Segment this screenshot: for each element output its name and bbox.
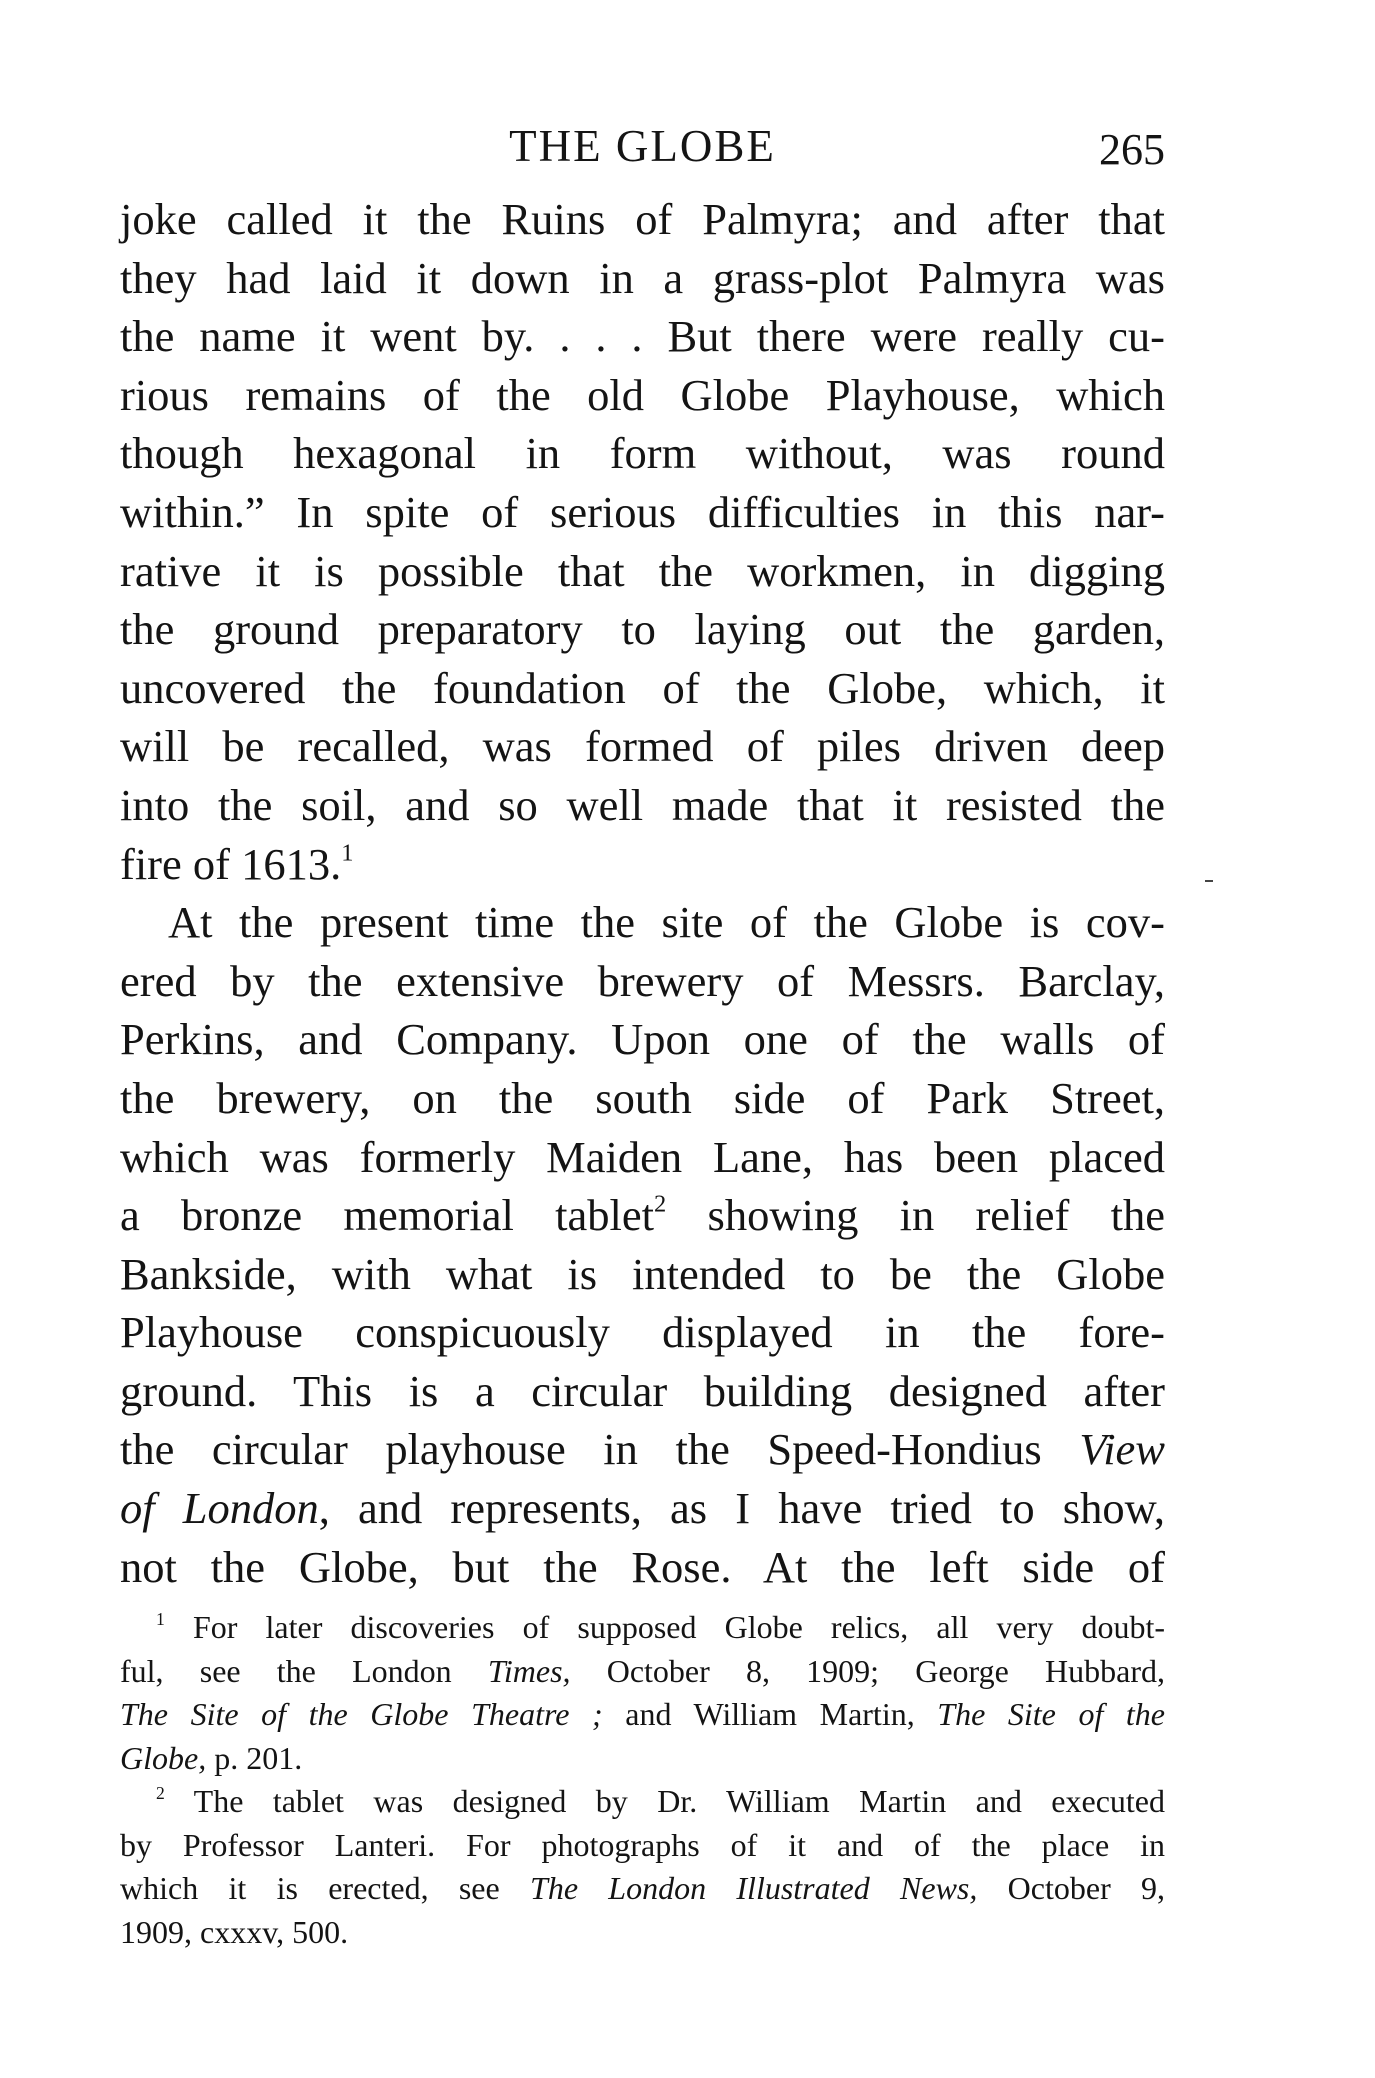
text-line: At the present time the site of the Globe is cov- <box>168 897 1165 948</box>
paragraph-1 <box>120 190 1165 893</box>
footnote-line <box>120 1693 1165 1737</box>
text-fragment: October 9, <box>977 1870 1166 1907</box>
text-line: will be recalled, was formed of piles driven deep <box>120 721 1165 772</box>
text-line: joke called it the Ruins of Palmyra; and after that <box>120 194 1165 244</box>
text-fragment: and William Martin, <box>602 1696 938 1733</box>
text-line: Bankside, with what is intended to be the Globe <box>120 1248 1165 1299</box>
text-line: ground. This is a circular building designed after <box>120 1365 1165 1416</box>
footnote-line <box>120 1867 1165 1911</box>
book-page <box>120 118 1165 1954</box>
text-line: the ground preparatory to laying out the garden, <box>120 604 1165 655</box>
text-line <box>120 1186 1165 1245</box>
text-line <box>120 1479 1165 1538</box>
text-line <box>120 1420 1165 1479</box>
text-fragment: , and represents, as I have tried to show, <box>318 1483 1165 1534</box>
italic-title: The London Illustrated News, <box>530 1870 978 1907</box>
text-fragment: October 8, 1909; George Hubbard, <box>570 1652 1166 1689</box>
footnote-marker: 1 <box>156 1609 165 1630</box>
text-line: they had laid it down in a grass-plot Palmyra was <box>120 252 1165 303</box>
text-line: Perkins, and Company. Upon one of the walls of <box>120 1014 1165 1065</box>
text-fragment: p. 201. <box>206 1739 303 1776</box>
footnote-line <box>120 1737 1165 1781</box>
text-fragment: The tablet was designed by Dr. William Martin and executed <box>193 1783 1166 1820</box>
footnote-line: by Professor Lanteri. For photographs of it and of the place in <box>120 1826 1165 1863</box>
running-title: THE GLOBE <box>509 121 776 171</box>
text-line: the brewery, on the south side of Park Street, <box>120 1072 1165 1123</box>
page-number: 265 <box>1099 125 1165 174</box>
text-fragment: a bronze memorial tablet <box>120 1190 655 1241</box>
italic-title: Times, <box>487 1652 571 1689</box>
footnote-line <box>120 1650 1165 1694</box>
footnote-1 <box>120 1606 1165 1780</box>
text-fragment: For later discoveries of supposed Globe relics, all very doubt- <box>192 1609 1166 1646</box>
text-fragment: the circular playhouse in the Speed-Hondius <box>120 1424 1080 1475</box>
stray-mark <box>1205 880 1213 882</box>
footnote-reference: 1 <box>341 839 354 867</box>
text-line: ered by the extensive brewery of Messrs. Barclay, <box>120 955 1165 1006</box>
italic-title: The Site of the Globe Theatre ; <box>120 1696 603 1733</box>
italic-title: The Site of the <box>937 1696 1166 1733</box>
text-line <box>120 835 1165 894</box>
footnote-line: 1909, cxxxv, 500. <box>120 1913 349 1950</box>
text-line: rative it is possible that the workmen, in digging <box>120 545 1165 596</box>
text-line: into the soil, and so well made that it resisted the <box>120 779 1165 830</box>
running-head <box>120 118 1165 190</box>
italic-title: View <box>1079 1424 1165 1475</box>
footnote-line <box>120 1780 1165 1824</box>
text-line: though hexagonal in form without, was round <box>120 428 1165 479</box>
text-fragment: showing in relief the <box>666 1190 1165 1241</box>
text-line: Playhouse conspicuously displayed in the fore- <box>120 1307 1165 1358</box>
text-line: rious remains of the old Globe Playhouse, which <box>120 369 1165 420</box>
text-fragment: fire of 1613. <box>120 838 342 889</box>
footnote-reference: 2 <box>654 1190 667 1218</box>
text-line: uncovered the foundation of the Globe, which, it <box>120 662 1165 713</box>
italic-title: Globe, <box>120 1739 207 1776</box>
text-line: not the Globe, but the Rose. At the left side of <box>120 1541 1165 1592</box>
text-line: within.” In spite of serious difficulties in this nar- <box>120 486 1165 537</box>
italic-title: of London <box>120 1483 319 1534</box>
text-line: the name it went by. . . . But there were really cu- <box>120 311 1165 362</box>
paragraph-2 <box>120 893 1165 1596</box>
text-fragment: which it is erected, see <box>120 1870 531 1907</box>
footnote-line <box>120 1606 1165 1650</box>
footnote-2 <box>120 1780 1165 1954</box>
text-fragment: ful, see the London <box>120 1652 488 1689</box>
footnotes <box>120 1606 1165 1954</box>
footnote-marker: 2 <box>156 1783 165 1804</box>
text-line: which was formerly Maiden Lane, has been placed <box>120 1131 1165 1182</box>
body-text <box>120 190 1165 1596</box>
